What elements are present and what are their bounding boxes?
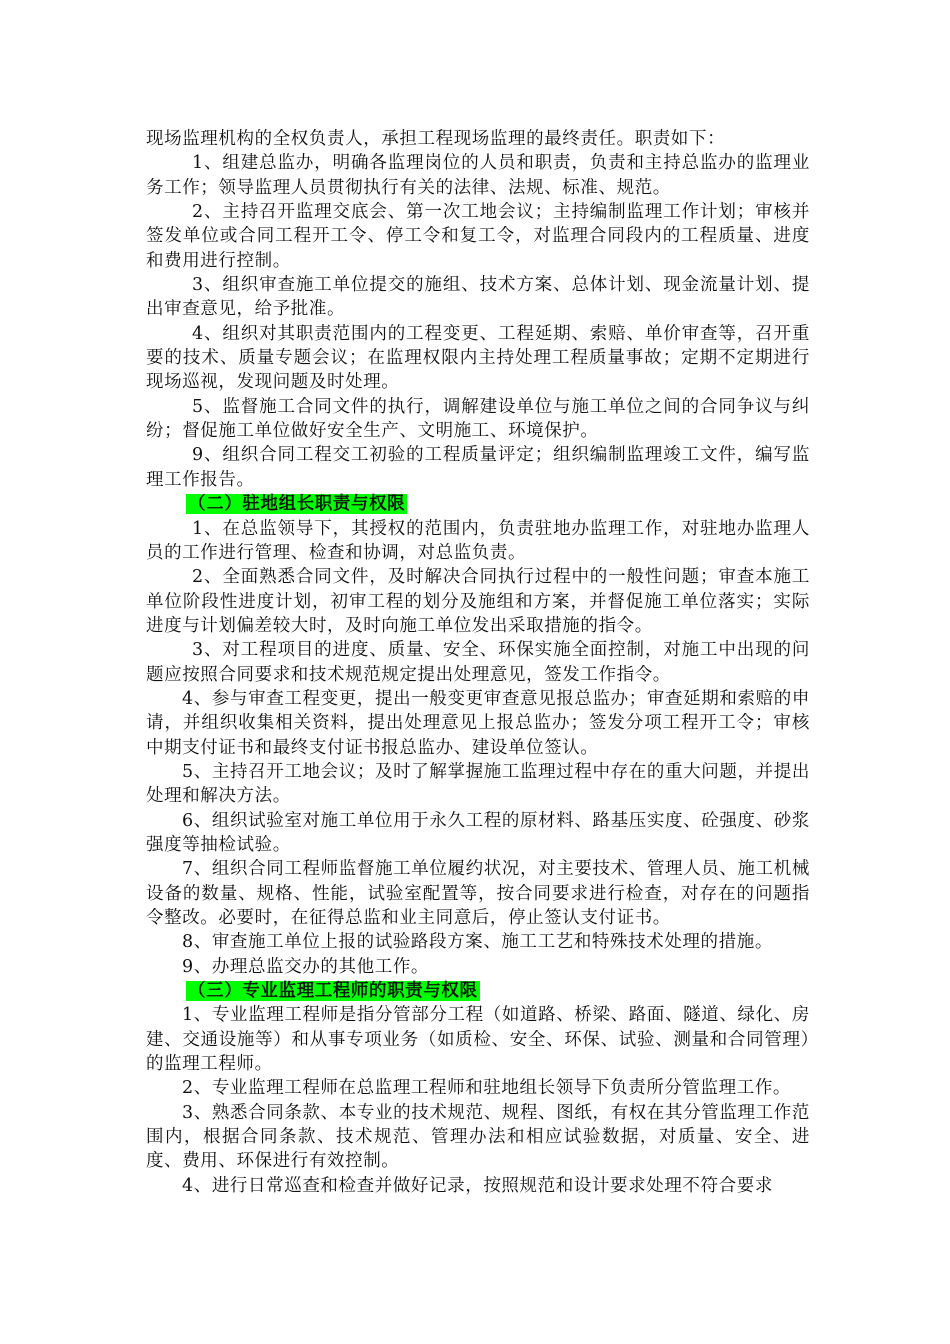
paragraph-item: 2、专业监理工程师在总监理工程师和驻地组长领导下负责所分管监理工作。	[182, 1078, 792, 1099]
paragraph-item: 9、办理总监交办的其他工作。	[182, 956, 430, 977]
paragraph-item: 1、在总监领导下，其授权的范围内，负责驻地办监理工作，对驻地办监理人员的工作进行管理、检查和协调，对总监负责。	[146, 518, 810, 563]
paragraph-item: 3、对工程项目的进度、质量、安全、环保实施全面控制，对施工中出现的问题应按照合同要求和技术规范规定提出处理意见，签发工作指令。	[146, 640, 810, 685]
paragraph-item: 6、组织试验室对施工单位用于永久工程的原材料、路基压实度、砼强度、砂浆强度等抽检试验。	[146, 810, 810, 855]
section-heading-3	[146, 979, 810, 1003]
paragraph-item: 3、组织审查施工单位提交的施组、技术方案、总体计划、现金流量计划、提出审查意见，给予批准。	[146, 275, 810, 320]
paragraph-item: 1、专业监理工程师是指分管部分工程（如道路、桥梁、路面、隧道、绿化、房建、交通设施等）和从事专项业务（如质检、安全、环保、试验、测量和合同管理）的监理工程师。	[146, 1005, 810, 1075]
paragraph-item: 9、组织合同工程交工初验的工程质量评定；组织编制监理竣工文件，编写监理工作报告。	[146, 445, 810, 490]
document-page	[146, 127, 810, 1198]
paragraph-item: 4、进行日常巡查和检查并做好记录，按照规范和设计要求处理不符合要求	[182, 1175, 773, 1196]
paragraph-item: 5、主持召开工地会议；及时了解掌握施工监理过程中存在的重大问题，并提出处理和解决方法。	[146, 761, 810, 807]
paragraph-item: 3、熟悉合同条款、本专业的技术规范、规程、图纸，有权在其分管监理工作范围内，根据合同条款、技术规范、管理办法和相应试验数据，对质量、安全、进度、费用、环保进行有效控制。	[146, 1102, 810, 1172]
section-heading-2	[146, 492, 810, 516]
paragraph-item: 5、监督施工合同文件的执行，调解建设单位与施工单位之间的合同争议与纠纷；督促施工单位做好安全生产、文明施工、环境保护。	[146, 396, 810, 442]
paragraph-item: 4、参与审查工程变更，提出一般变更审查意见报总监办；审查延期和索赔的申请，并组织收集相关资料，提出处理意见上报总监办；签发分项工程开工令；审核中期支付证书和最终支付证书报总监办、建设单位签认。	[146, 688, 810, 758]
paragraph-item: 8、审查施工单位上报的试验路段方案、施工工艺和特殊技术处理的措施。	[182, 932, 773, 953]
paragraph-item: 1、组建总监办，明确各监理岗位的人员和职责，负责和主持总监办的监理业务工作；领导监理人员贯彻执行有关的法律、法规、标准、规范。	[146, 153, 810, 198]
paragraph-item: 4、组织对其职责范围内的工程变更、工程延期、索赔、单价审查等，召开重要的技术、质量专题会议；在监理权限内主持处理工程质量事故；定期不定期进行现场巡视，发现问题及时处理。	[146, 323, 810, 393]
paragraph-item: 7、组织合同工程师监督施工单位履约状况，对主要技术、管理人员、施工机械设备的数量、规格、性能，试验室配置等，按合同要求进行检查，对存在的问题指令整改。必要时，在征得总监和业主同意后，停止签认支付证书。	[146, 859, 810, 928]
section-heading-text: （三）专业监理工程师的职责与权限	[188, 981, 478, 1002]
paragraph-intro: 现场监理机构的全权负责人，承担工程现场监理的最终责任。职责如下：	[146, 129, 726, 149]
paragraph-item: 2、全面熟悉合同文件，及时解决合同执行过程中的一般性问题；审查本施工单位阶段性进度计划，初审工程的划分及施组和方案，并督促施工单位落实；实际进度与计划偏差较大时，及时向施工单位发出采取措施的指令。	[146, 567, 810, 636]
section-heading-text: （二）驻地组长职责与权限	[188, 494, 406, 515]
paragraph-item: 2、主持召开监理交底会、第一次工地会议；主持编制监理工作计划；审核并签发单位或合同工程开工令、停工令和复工令，对监理合同段内的工程质量、进度和费用进行控制。	[146, 202, 810, 271]
